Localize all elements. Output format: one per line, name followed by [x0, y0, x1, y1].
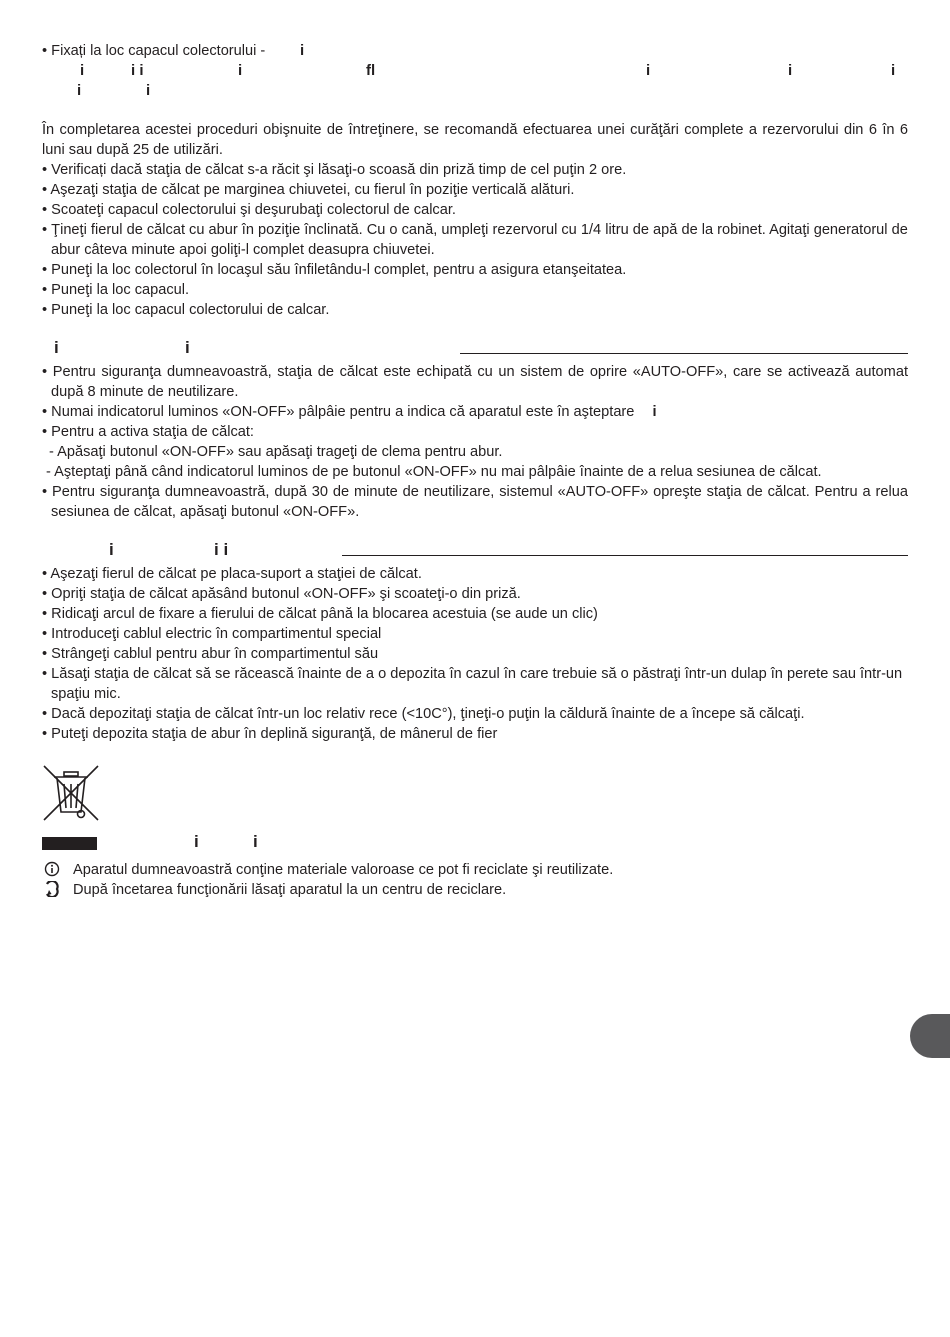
list-item: • Introduceţi cablul electric în compartimentul special: [42, 626, 382, 642]
inline-fragment: i: [652, 404, 657, 420]
list-item: • Pentru siguranţa dumneavoastră, după 30 de minute de neutilizare, sistemul «AUTO-OFF» opreşte staţia de călcat. Pentru a relua sesiunea de călcat, apăsaţi butonul «ON-OFF».: [42, 484, 908, 520]
page-tab-marker: [910, 1014, 950, 1058]
descale-paragraph: În completarea acestei proceduri obişnuite de întreţinere, se recomandă efectuarea unei curăţări complete a rezervorului din 6 în 6 luni sau după 25 de utilizări.: [42, 122, 908, 158]
intro-fragment: i: [238, 62, 243, 79]
intro-fragment: i: [891, 62, 896, 79]
intro-line: • Fixați la loc capacul colectorului - i: [42, 42, 305, 59]
intro-fragment: i i: [131, 62, 144, 79]
autooff-list: [42, 362, 908, 522]
list-item: • Puteţi depozita staţia de abur în deplină siguranţă, de mânerul de fier: [42, 726, 498, 742]
list-item: • Puneţi la loc colectorul în locaşul său înfiletându-l complet, pentru a asigura etanşeitatea.: [42, 262, 627, 278]
page-content: [42, 41, 908, 900]
list-item: • Strângeţi cablul pentru abur în compartimentul său: [42, 646, 379, 662]
heading-fragment: i: [253, 832, 258, 851]
heading-rule: [460, 353, 908, 354]
intro-fragment: fl: [366, 62, 376, 79]
heading-fragment: i: [54, 338, 59, 357]
heading-fragment: i: [194, 832, 199, 851]
intro-fragment: i: [77, 82, 82, 99]
heading-fragment: i i: [214, 540, 229, 559]
recycling-heading: [42, 832, 908, 856]
list-item: • Aşezaţi staţia de călcat pe marginea chiuvetei, cu fierul în poziţie verticală alături.: [42, 182, 575, 198]
autooff-heading: [42, 336, 908, 360]
descale-list: [42, 160, 908, 320]
recycle-note: După încetarea funcţionării lăsaţi aparatul la un centru de reciclare.: [42, 880, 908, 900]
list-item: • Dacă depozitaţi staţia de călcat într-un loc relativ rece (<10C°), ţineţi-o puţin la căldură înainte de a începe să călcaţi.: [42, 706, 805, 722]
intro-fragment: i: [300, 42, 305, 59]
info-circle-icon: [42, 860, 62, 880]
heading-bar: [42, 837, 97, 850]
list-item: • Opriţi staţia de călcat apăsând butonul «ON-OFF» şi scoateţi-o din priză.: [42, 586, 521, 602]
list-item: • Puneţi la loc capacul colectorului de calcar.: [42, 302, 330, 318]
list-item: • Ţineţi fierul de călcat cu abur în poziţie înclinată. Cu o cană, umpleţi rezervorul cu 1/4 litru de apă de la robinet. Agitaţi generatorul de abur câteva minute apoi goliţi-l complet deasupra chiuvetei.: [42, 222, 908, 258]
dash-item: - Apăsaţi butonul «ON-OFF» sau apăsaţi trageţi de clema pentru abur.: [49, 444, 503, 460]
intro-block: [42, 41, 908, 99]
heading-fragment: i: [109, 540, 114, 559]
list-item: • Verificați dacă staţia de călcat s-a răcit şi lăsaţi-o scoasă din priză timp de cel puţin 2 ore.: [42, 162, 627, 178]
intro-fragment: i: [646, 62, 651, 79]
list-item: • Pentru siguranţa dumneavoastră, staţia de călcat este echipată cu un sistem de oprire «AUTO-OFF», care se activează automat după 8 minute de neutilizare.: [42, 364, 908, 400]
list-item: • Ridicaţi arcul de fixare a fierului de călcat până la blocarea acestuia (se aude un clic): [42, 606, 598, 622]
curved-arrow-icon: [42, 880, 62, 900]
heading-fragment: i: [185, 338, 190, 357]
crossed-out-bin-icon: [42, 764, 100, 822]
intro-fragment: i: [788, 62, 793, 79]
list-item: • Scoateţi capacul colectorului şi deşurubaţi colectorul de calcar.: [42, 202, 456, 218]
list-item: • Numai indicatorul luminos «ON-OFF» pâlpâie pentru a indica că aparatul este în aşteptare i: [42, 404, 657, 420]
intro-fragment: i: [146, 82, 151, 99]
storage-list: [42, 564, 908, 744]
info-note: Aparatul dumneavoastră conţine materiale valoroase ce pot fi reciclate şi reutilizate.: [42, 860, 908, 880]
weee-symbol: [42, 764, 908, 824]
intro-fragment: i: [80, 62, 85, 79]
list-item: • Puneţi la loc capacul.: [42, 282, 190, 298]
heading-rule: [342, 555, 908, 556]
storage-heading: [42, 538, 908, 562]
list-item: • Pentru a activa staţia de călcat:: [42, 424, 254, 440]
list-item: • Aşezaţi fierul de călcat pe placa-suport a staţiei de călcat.: [42, 566, 422, 582]
list-item: • Lăsaţi staţia de călcat să se răcească înainte de a o depozita în cazul în care trebuie să o păstraţi într-un dulap în perete sau într-un spaţiu mic.: [42, 666, 903, 702]
dash-item: - Aşteptaţi până când indicatorul luminos de pe butonul «ON-OFF» nu mai pâlpâie înainte de a relua sesiunea de călcat.: [46, 464, 822, 480]
